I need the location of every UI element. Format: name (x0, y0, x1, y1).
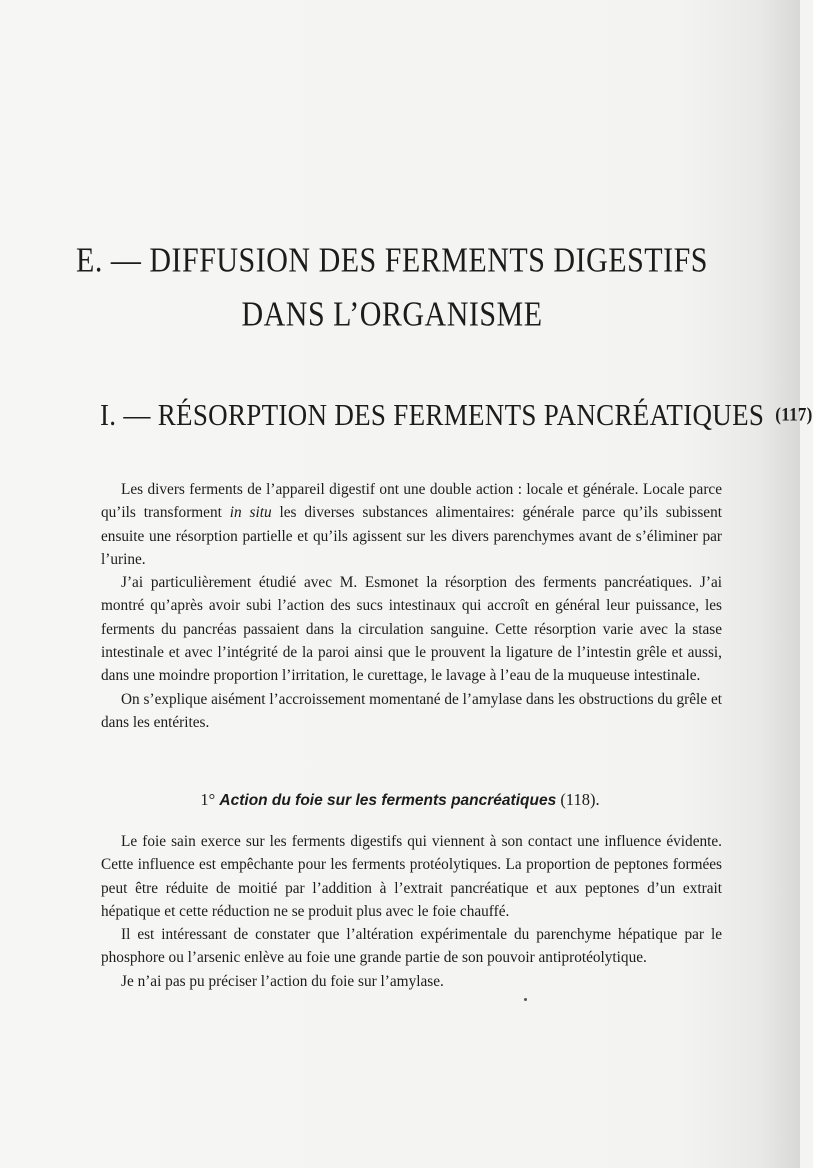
italic-term: in situ (229, 504, 272, 522)
paragraph: Je n’ai pas pu préciser l’action du foie sur l’amylase. (121, 972, 444, 990)
show-through-texture (60, 0, 760, 230)
section-body (101, 478, 722, 734)
paragraph: On s’explique aisément l’accroissement momentané de l’amylase dans les obstructions du grêle et dans les entérites. (101, 690, 722, 731)
ink-speck (524, 998, 527, 1001)
chapter-title-line-2: DANS L’ORGANISME (241, 295, 543, 334)
paragraph: J’ai particulièrement étudié avec M. Esmonet la résorption des ferments pancréatiques. J’ai montré qu’après avoir subi l’action des sucs intestinaux qui accroît en général leur puissance, les ferments du pancréas passaient dans la circulation sanguine. Cette résorption varie avec la stase intestinale et avec l’intégrité de la paroi ainsi que le prouvent la ligature de l’intestin grêle et aussi, dans une moindre proportion l’irritation, le curettage, le lavage à l’eau de la muqueuse intestinale. (101, 574, 722, 685)
subsection-body (101, 830, 722, 993)
subsection-heading (0, 790, 800, 810)
paragraph: Le foie sain exerce sur les ferments digestifs qui viennent à son contact une influence évidente. Cette influence est empêchante pour les ferments protéolytiques. La proportion de peptones formées peut être réduite de moitié par l’addition à l’extrait pancréatique et aux peptones d’un extrait hépatique et cette réduction ne se produit plus avec le foie chauffé. (101, 833, 722, 920)
paragraph: Il est intéressant de constater que l’altération expérimentale du parenchyme hépatique par le phosphore ou l’arsenic enlève au foie une grande partie de son pouvoir antiprotéolytique. (101, 926, 722, 967)
section-reference: (117) (775, 403, 813, 426)
subsection-number: 1° (200, 790, 216, 809)
paragraph: Les divers ferments de l’appareil digestif ont une double action : locale et générale. Locale parce qu’ils transforment in situ les diverses substances alimentaires: générale parce qu’ils subissent ensuite une résorption partielle et qu’ils agissent sur les divers parenchymes avant de s’éliminer par l’urine. (101, 481, 722, 568)
section-heading (100, 398, 813, 433)
section-heading-text: I. — RÉSORPTION DES FERMENTS PANCRÉATIQUES (100, 398, 765, 432)
subsection-title: Action du foie sur les ferments pancréatiques (219, 792, 557, 809)
chapter-title-line-1: E. — DIFFUSION DES FERMENTS DIGESTIFS (76, 241, 708, 280)
subsection-reference: (118). (560, 790, 600, 809)
